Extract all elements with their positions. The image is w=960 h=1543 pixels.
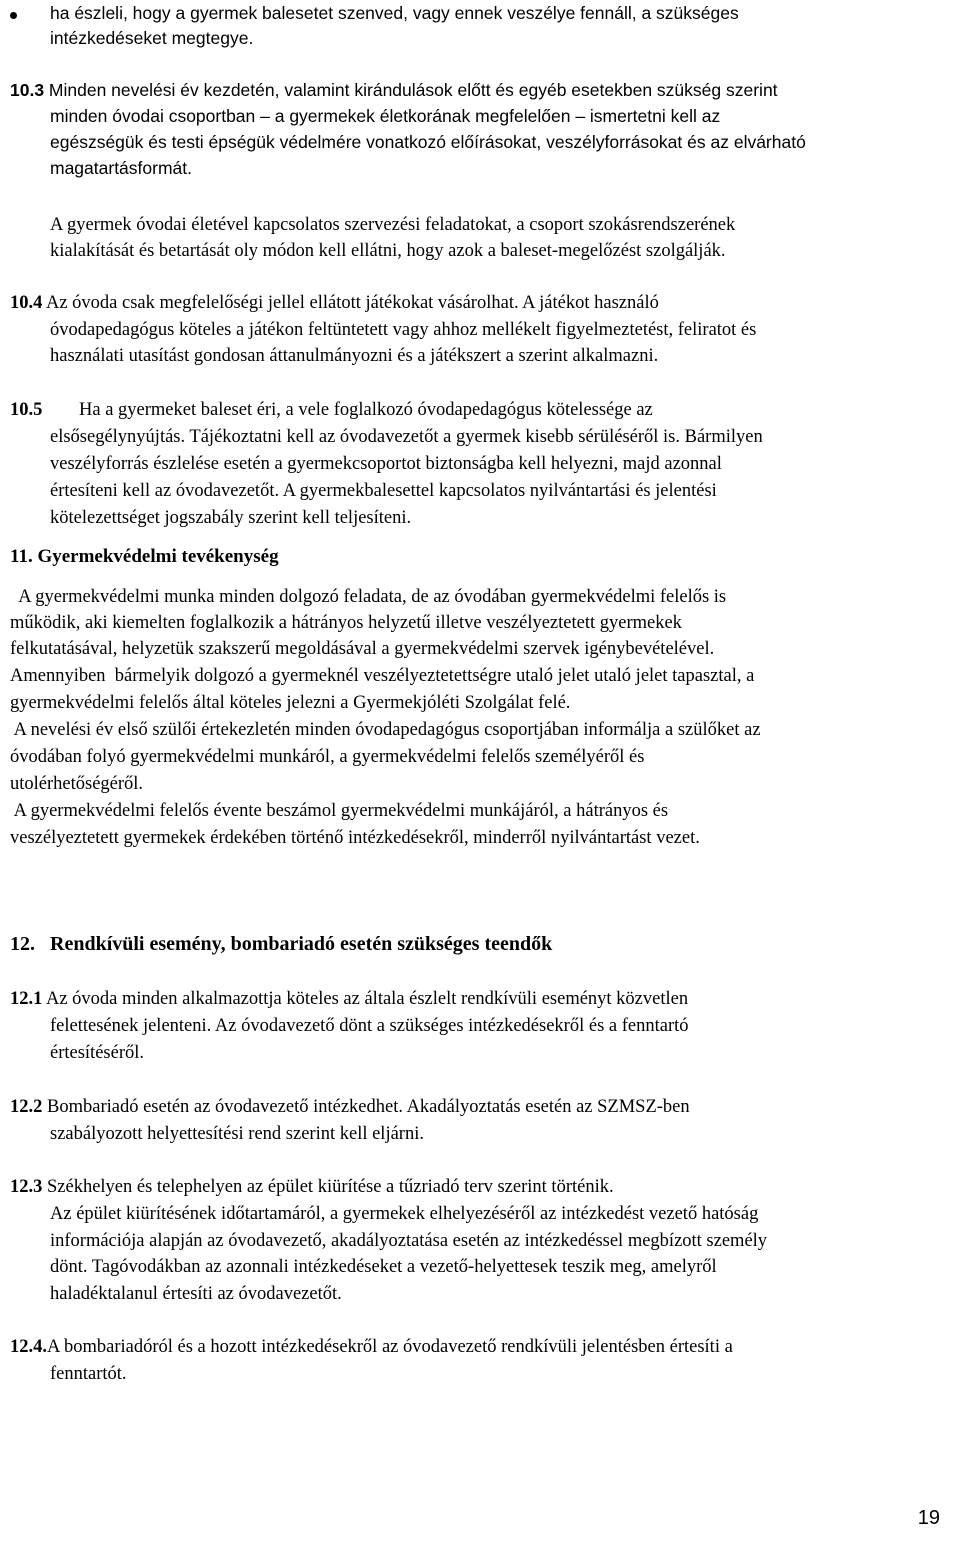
paragraph-line: kötelezettséget jogszabály szerint kell teljesíteni. (50, 508, 412, 528)
bullet-line: intézkedéseket megtegye. (50, 28, 254, 48)
paragraph-line (10, 1334, 733, 1360)
paragraph-line: információja alapján az óvodavezető, akadályoztatása esetén az intézkedéssel megbízott személy (50, 1231, 768, 1251)
section-heading-number: 12. (10, 933, 35, 955)
paragraph-text: Az óvoda minden alkalmazottja köteles az általa észlelt rendkívüli eseményt közvetlen (42, 989, 689, 1009)
paragraph-line (10, 1094, 690, 1120)
item-number: 12.3 (10, 1177, 43, 1197)
paragraph-line: dönt. Tagóvodákban az azonnali intézkedéseket a vezető-helyettesek teszik meg, amelyről (50, 1257, 717, 1277)
paragraph-line: A gyermekvédelmi munka minden dolgozó feladata, de az óvodában gyermekvédelmi felelős is (10, 587, 727, 607)
paragraph-line: kialakítását és betartását oly módon kell ellátni, hogy azok a baleset-megelőzést szolgálják. (50, 241, 726, 261)
paragraph-line: értesíteni kell az óvodavezetőt. A gyermekbalesettel kapcsolatos nyilvántartási és jelentési (50, 481, 717, 501)
section-number: 10.3 (10, 80, 45, 100)
paragraph-line: működik, aki kiemelten foglalkozik a hátrányos helyzetű illetve veszélyeztetett gyermekek (10, 613, 682, 633)
paragraph-line: A nevelési év első szülői értekezletén minden óvodapedagógus csoportjában informálja a szülőket az (10, 720, 761, 740)
paragraph-text: A bombariadóról és a hozott intézkedésekről az óvodavezető rendkívüli jelentésben értesíti a (47, 1337, 733, 1357)
paragraph-line (10, 1174, 614, 1200)
paragraph-text: Bombariadó esetén az óvodavezető intézkedhet. Akadályoztatás esetén az SZMSZ-ben (42, 1097, 690, 1117)
paragraph-line: A gyermek óvodai életével kapcsolatos szervezési feladatokat, a csoport szokásrendszerének (50, 215, 736, 235)
paragraph-line (10, 290, 659, 316)
paragraph-line (10, 77, 778, 103)
paragraph-line: magatartásformát. (50, 158, 192, 178)
section-heading: 11. Gyermekvédelmi tevékenység (10, 546, 279, 567)
paragraph-line: Az épület kiürítésének időtartamáról, a gyermekek elhelyezéséről az intézkedést vezető hatóság (50, 1204, 759, 1224)
item-number: 12.1 (10, 989, 43, 1009)
paragraph-line: felkutatásával, helyzetük szakszerű megoldásával a gyermekvédelmi szervek igénybevételével. (10, 639, 715, 659)
bullet-line: ha észleli, hogy a gyermek balesetet szenved, vagy ennek veszélye fennáll, a szükséges (50, 3, 739, 23)
section-heading: Rendkívüli esemény, bombariadó esetén szükséges teendők (50, 933, 553, 955)
paragraph-line (10, 986, 688, 1012)
item-number: 12.2 (10, 1097, 43, 1117)
paragraph-line: értesítéséről. (50, 1043, 144, 1063)
item-number: 12.4. (10, 1337, 47, 1357)
paragraph-line: fenntartót. (50, 1364, 127, 1384)
paragraph-line: veszélyforrás észlelése esetén a gyermekcsoportot biztonságba kell helyezni, majd azonnal (50, 454, 722, 474)
section-number-text: 10.5 (10, 400, 43, 420)
page-number: 19 (917, 1507, 940, 1529)
paragraph-text: Az óvoda csak megfelelőségi jellel ellátott játékokat vásárolhat. A játékot használó (42, 293, 659, 313)
paragraph-line: Amennyiben bármelyik dolgozó a gyermeknél veszélyeztetettségre utaló jelet utaló jelet tapasztal, a (10, 666, 755, 686)
section-number: 10.4 (10, 293, 43, 313)
bullet-dot (10, 12, 17, 19)
paragraph-line: óvodában folyó gyermekvédelmi munkáról, a gyermekvédelmi felelős személyéről és (10, 747, 645, 767)
paragraph-line: minden óvodai csoportban – a gyermekek életkorának megfelelően – ismertetni kell az (50, 106, 721, 126)
paragraph-line: haladéktalanul értesíti az óvodavezetőt. (50, 1284, 342, 1304)
paragraph-text: Minden nevelési év kezdetén, valamint kirándulások előtt és egyéb esetekben szükség szerint (44, 80, 778, 100)
paragraph-line: felettesének jelenteni. Az óvodavezető dönt a szükséges intézkedésekről és a fenntartó (50, 1016, 689, 1036)
paragraph-line: utolérhetőségéről. (10, 774, 144, 794)
paragraph-line: óvodapedagógus köteles a játékon feltüntetett vagy ahhoz mellékelt figyelmeztetést, feliratot és (50, 320, 757, 340)
paragraph-line: egészségük és testi épségük védelmére vonatkozó előírásokat, veszélyforrásokat és az elvárható (50, 132, 806, 152)
paragraph-line: A gyermekvédelmi felelős évente beszámol gyermekvédelmi munkájáról, a hátrányos és (10, 801, 669, 821)
paragraph-line: használati utasítást gondosan áttanulmányozni és a játékszert a szerint alkalmazni. (50, 346, 659, 366)
paragraph-text: Székhelyen és telephelyen az épület kiürítése a tűzriadó terv szerint történik. (42, 1177, 614, 1197)
paragraph-line: gyermekvédelmi felelős által köteles jelezni a Gyermekjóléti Szolgálat felé. (10, 693, 571, 713)
section-number (10, 397, 42, 423)
paragraph-line: szabályozott helyettesítési rend szerint kell eljárni. (50, 1124, 424, 1144)
paragraph-line: veszélyeztetett gyermekek érdekében történő intézkedésekről, minderről nyilvántartást vezet. (10, 828, 700, 848)
paragraph-line: elsősegélynyújtás. Tájékoztatni kell az óvodavezetőt a gyermek kisebb sérüléséről is. Bármilyen (50, 427, 763, 447)
paragraph-line: Ha a gyermeket baleset éri, a vele foglalkozó óvodapedagógus kötelessége az (79, 400, 653, 420)
